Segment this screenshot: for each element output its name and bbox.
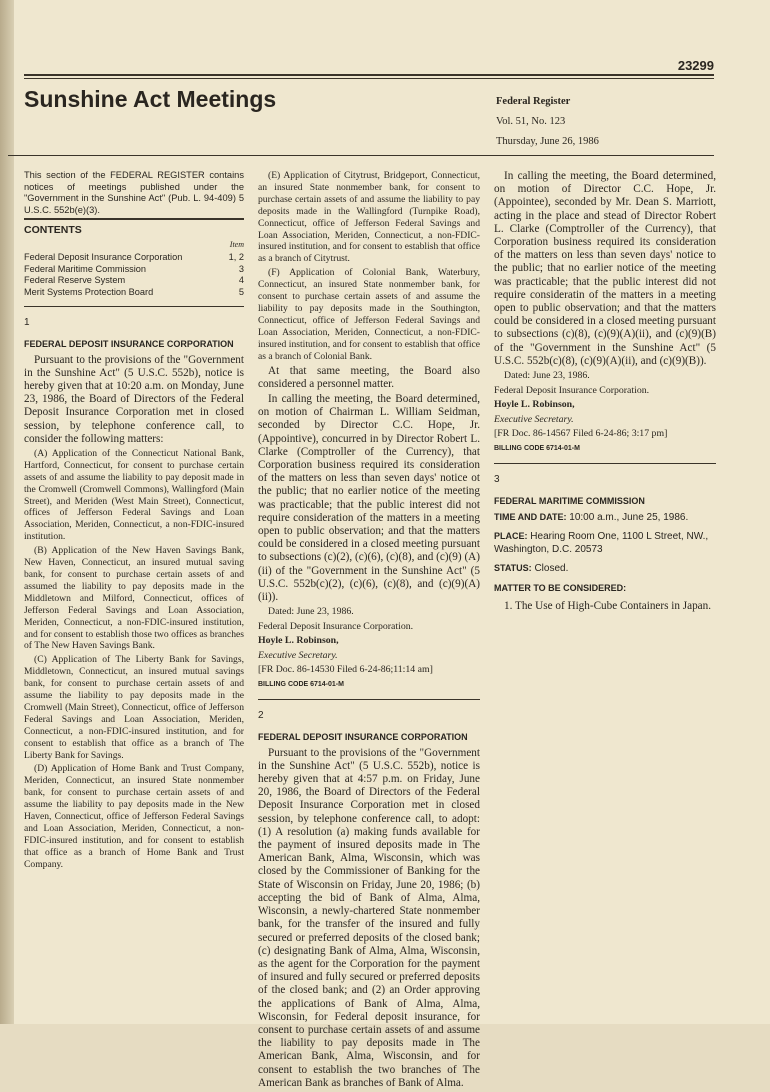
publication-date: Thursday, June 26, 1986	[496, 136, 599, 147]
section-number: 1	[24, 317, 30, 328]
contents-row	[24, 264, 244, 276]
agency-name: Federal Deposit Insurance Corporation.	[494, 384, 650, 396]
status-label: STATUS:	[494, 563, 532, 574]
section-paragraph: In calling the meeting, the Board determined, on motion of Director C.C. Hope, Jr. (Appointee), seconded by Mr. Dean S. Marriott, acting in the place and stead of Director Robert L. Clarke (Comptroller of the Currency), that Corporation business required its consideration of the matters on less than seven days' notice to the public; that no earlier notice of the meeting was practicable; that the public interest did not require consideratin of the matters in a meeting open to public observation; and that the matters could be considered in a closed meeting pursuant to subsections (c)(8), (c)(9)(A)(ii), and (c)(9)(B) of the "Government in the Sunshine Act" (5 U.S.C. 552b(c)(8), (c)(9)(A)(ii), and (c)(9)(B)).	[494, 170, 716, 367]
place-value: Hearing Room One, 1100 L Street, NW., Washington, D.C. 20573	[494, 531, 709, 555]
agency-name: Federal Deposit Insurance Corporation.	[258, 620, 414, 632]
contents-row-label: Federal Reserve System	[24, 275, 126, 285]
section-paragraph: At that same meeting, the Board also considered a personnel matter.	[258, 364, 480, 390]
status	[494, 562, 716, 576]
status-value: Closed.	[534, 563, 569, 575]
matter-item: 1. The Use of High-Cube Containers in Japan.	[504, 600, 712, 613]
matter-heading: MATTER TO BE CONSIDERED:	[494, 582, 627, 593]
contents-end-rule	[24, 306, 244, 307]
time-value: 10:00 a.m., June 25, 1986.	[569, 511, 689, 523]
contents-row-item: 3	[238, 263, 244, 274]
contents-item-label: Item	[229, 239, 244, 249]
application-item: (B) Application of the New Haven Savings Bank, New Haven, Connecticut, an insured mutual saving bank, for consent to purchase certain assets of and assumed the liability to pay deposits made in the Middletown and Milford, Connecticut, offices of Jefferson Federal Savings and Loan Association, Meriden, Connecticut, a non-FDIC-insured institution, and for consent to establish those two offices as branches of The New Haven Savings Bank.	[24, 545, 244, 652]
signer-title: Executive Secretary.	[494, 413, 574, 425]
fr-doc-line: [FR Doc. 86-14567 Filed 6-24-86; 3:17 pm]	[494, 428, 668, 440]
column-3	[494, 170, 716, 615]
page-binding-edge	[0, 0, 14, 1024]
application-item: (D) Application of Home Bank and Trust Company, Meriden, Connecticut, an insured State nonmember bank, for consent to purchase certain assets of and assume the liability to pay deposits made in the New Haven, Connecticut, office of Jefferson Federal Savings and Loan Association, Meriden, Connecticut, a non-FDIC-insured institution, and for consent to establish that office as a branch of Home Bank and Trust Company.	[24, 763, 244, 870]
contents-row	[24, 275, 244, 287]
section-rule	[494, 463, 716, 464]
page-title: Sunshine Act Meetings	[24, 86, 277, 112]
section-paragraph: Pursuant to the provisions of the "Government in the Sunshine Act" (5 U.S.C. 552b), notice is hereby given that at 10:20 a.m. on Monday, June 23, 1986, the Board of Directors of the Federal Deposit Insurance Corporation met in closed session, by telephone conference call, to consider the following matters:	[24, 353, 244, 445]
time-and-date	[494, 511, 716, 525]
column-1	[24, 170, 244, 873]
column-2	[258, 170, 480, 1092]
intro-text: This section of the FEDERAL REGISTER contains notices of meetings published under the "Government in the Sunshine Act" (Pub. L. 94-409) 5 U.S.C. 552b(e)(3).	[24, 170, 244, 215]
billing-code: BILLING CODE 6714-01-M	[258, 680, 344, 688]
publication-volume: Vol. 51, No. 123	[496, 116, 566, 127]
application-item: (A) Application of the Connecticut National Bank, Hartford, Connecticut, for consent to purchase certain assets of and assume the liability to pay deposit made in the Cromwell (Cromwell Commons), Wallingford (Main Street), and Meriden (West Main Street), Connecticut, offices of Jefferson Federal Savings and Loan Association, Meriden, Connecticut, a non-FDIC-insured institution.	[24, 447, 244, 543]
contents-row-item: 4	[238, 275, 244, 285]
contents-row-label: Merit Systems Protection Board	[24, 286, 154, 297]
dated-line: Dated: June 23, 1986.	[504, 370, 590, 382]
contents-heading: CONTENTS	[24, 224, 82, 236]
contents-row-label: Federal Deposit Insurance Corporation	[24, 252, 183, 262]
signer-name: Hoyle L. Robinson,	[258, 635, 339, 647]
publication-info	[496, 92, 599, 152]
page-number: 23299	[677, 58, 714, 73]
contents-row-item: 1, 2	[228, 252, 244, 262]
contents-row-label: Federal Maritime Commission	[24, 263, 147, 274]
section-heading: FEDERAL DEPOSIT INSURANCE CORPORATION	[258, 731, 468, 742]
signer-title: Executive Secretary.	[258, 649, 338, 661]
title-rule	[8, 155, 714, 156]
place	[494, 530, 716, 556]
application-item: (C) Application of The Liberty Bank for Savings, Middletown, Connecticut, an insured mutual savings bank, for consent to purchase certain assets of and assume the liability to pay deposits made in the Cromwell (Main Street), Connecticut, office of Jefferson Federal Savings and Loan Association, Meriden, Connecticut, a non-FDIC-insured institution, and for consent to establish that office as a branch of The Liberty Bank for Savings.	[24, 654, 244, 761]
section-paragraph: In calling the meeting, the Board determined, on motion of Chairman L. William Seidman, seconded by Director C.C. Hope, Jr. (Appointive), concurred in by Director Robert L. Clarke (Comptroller of the Currency), that Corporation business required its consideration of the matters on less than seven days' notice ot the public; that no earlier notice of the meeting was practicable; that the public interest did not require consideration of the matters in a meeting open to public observation; and that the matters could be considered in a closed meeting pursuant to subsections (c)(2), (c)(6), (c)(8), and (c)(9) (A)(ii) of the "Government in the Sunshine Act" (5 U.S.C. 552b(c)(2), (c)(6), (c)(8), and (c)(9)(A)(ii)).	[258, 392, 480, 603]
dated-line: Dated: June 23, 1986.	[268, 606, 354, 618]
application-item: (E) Application of Citytrust, Bridgeport, Connecticut, an insured State nonmember bank, for consent to purchase certain assets of and assume the liability to pay deposits made in the Wallingford (Turnpike Road), Connecticut, office of Jefferson Federal Savings and Loan Association, Meriden, Connecticut, a non-FDIC-insured institution, and for consent to establish that office as a branch of Citytrust.	[258, 170, 480, 265]
contents-row	[24, 287, 244, 299]
application-item: (F) Application of Colonial Bank, Waterbury, Connecticut, an insured State nonmember bank, for consent to purchase certain assets of and assume the liability to pay deposits made in the Southington, Connecticut, office of Jefferson Federal Savings and Loan Association, Meriden, Connecticut, a non-FDIC-insured institution, and for consent to establish that office as a branch of Colonial Bank.	[258, 267, 480, 362]
time-label: TIME AND DATE:	[494, 511, 567, 522]
publication-name: Federal Register	[496, 96, 571, 107]
section-heading: FEDERAL MARITIME COMMISSION	[494, 495, 645, 506]
contents-rule	[24, 218, 244, 220]
contents-row	[24, 252, 244, 264]
contents-row-item: 5	[238, 286, 244, 297]
section-number: 3	[494, 474, 500, 486]
place-label: PLACE:	[494, 531, 528, 542]
fr-doc-line: [FR Doc. 86-14530 Filed 6-24-86;11:14 am]	[258, 664, 433, 676]
signer-name: Hoyle L. Robinson,	[494, 399, 575, 411]
section-heading: FEDERAL DEPOSIT INSURANCE CORPORATION	[24, 338, 234, 349]
section-paragraph: Pursuant to the provisions of the "Government in the Sunshine Act" (5 U.S.C. 552b), notice is hereby given that at 4:57 p.m. on Friday, June 20, 1986, the Board of Directors of the Federal Deposit Insurance Corporation met in closed session, by telephone conference call, to adopt: (1) A resolution (a) making funds available for the payment of insured deposits made in The American Bank, Alma, Wisconsin, which was closed by the Commissioner of Banking for the State of Wisconsin on Friday, June 20, 1986; (b) accepting the bid of Bank of Alma, Alma, Wisconsin, a newly-chartered State nonmember bank, for the transfer of the insured and fully secured or preferred deposits of the closed bank; (c) designating Bank of Alma, Alma, Wisconsin, as the agent for the Corporation for the payment of insured and fully secured or preferred deposits of the closed bank; and (2) an Order approving the applications of Bank of Alma, Alma, Wisconsin, for Federal deposit insurance, for consent to purchase certain assets of and assume the liability to pay deposits made in The American Bank, Alma, Wisconsin, and for consent to establish the two branches of The American Bank as branches of Bank of Alma.	[258, 746, 480, 1089]
header-rule	[24, 74, 714, 76]
header-rule-thin	[24, 78, 714, 79]
section-rule	[258, 699, 480, 700]
billing-code: BILLING CODE 6714-01-M	[494, 444, 580, 452]
section-number: 2	[258, 710, 264, 722]
